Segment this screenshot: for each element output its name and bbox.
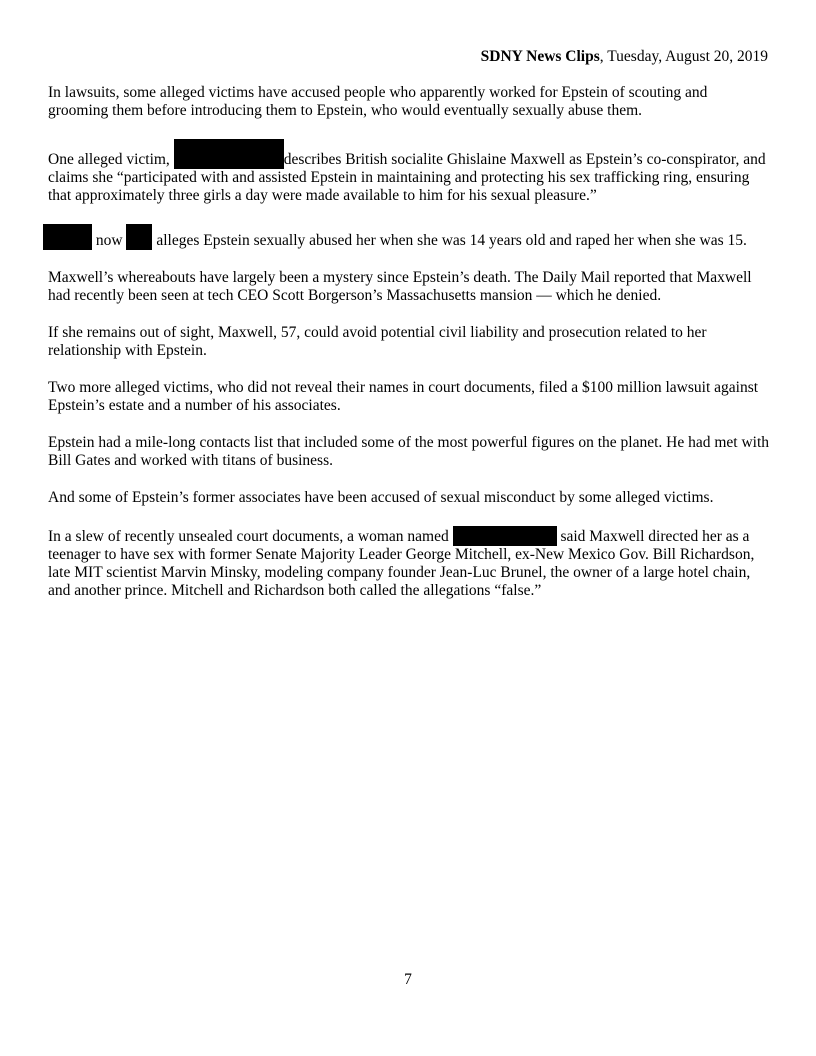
paragraph-2-rest: describes British socialite Ghislaine Maxwell as Epstein’s co-conspirator, and claims she “participated with and assisted Epstein in maintaining and protecting his sex trafficking ring, ensuring that approximately three girls a day were made available to him for his sexual pleasure.” xyxy=(48,151,766,204)
paragraph-5: If she remains out of sight, Maxwell, 57, could avoid potential civil liability and prosecution related to her relationship with Epstein. xyxy=(48,324,707,359)
paragraph-9-rest: said Maxwell directed her as a teenager to have sex with former Senate Majority Leader George Mitchell, ex-New Mexico Gov. Bill Richardson, late MIT scientist Marvin Minsky, modeling company founder Jean-Luc Brunel, the owner of a large hotel chain, and another prince. Mitchell and Richardson both called the allegations “false.” xyxy=(48,528,755,599)
paragraph-2 xyxy=(48,139,770,205)
paragraph-3-mid: now xyxy=(92,232,127,249)
redaction-box xyxy=(126,224,152,250)
paragraph-9-lead: In a slew of recently unsealed court documents, a woman named xyxy=(48,528,453,545)
paragraph-1: In lawsuits, some alleged victims have accused people who apparently worked for Epstein of scouting and grooming them before introducing them to Epstein, who would eventually sexually abuse them. xyxy=(48,84,708,119)
article-body xyxy=(48,84,770,619)
paragraph-2-lead: One alleged victim, xyxy=(48,151,174,168)
paragraph-6: Two more alleged victims, who did not reveal their names in court documents, filed a $100 million lawsuit against Epstein’s estate and a number of his associates. xyxy=(48,379,759,414)
header-source: SDNY News Clips xyxy=(480,48,600,65)
paragraph-3-rest: alleges Epstein sexually abused her when she was 14 years old and raped her when she was 15. xyxy=(152,232,747,249)
paragraph-7: Epstein had a mile-long contacts list that included some of the most powerful figures on the planet. He had met with Bill Gates and worked with titans of business. xyxy=(48,434,770,469)
paragraph-9 xyxy=(48,526,770,600)
redaction-box xyxy=(174,139,284,169)
redaction-box xyxy=(43,224,92,250)
paragraph-8: And some of Epstein’s former associates have been accused of sexual misconduct by some alleged victims. xyxy=(48,489,714,506)
paragraph-3 xyxy=(43,224,770,250)
header-date: , Tuesday, August 20, 2019 xyxy=(599,48,768,65)
page-number: 7 xyxy=(404,971,412,988)
paragraph-4: Maxwell’s whereabouts have largely been a mystery since Epstein’s death. The Daily Mail reported that Maxwell had recently been seen at tech CEO Scott Borgerson’s Massachusetts mansion — which he denied. xyxy=(48,269,752,304)
page-header xyxy=(481,48,768,66)
redaction-box xyxy=(453,526,557,546)
